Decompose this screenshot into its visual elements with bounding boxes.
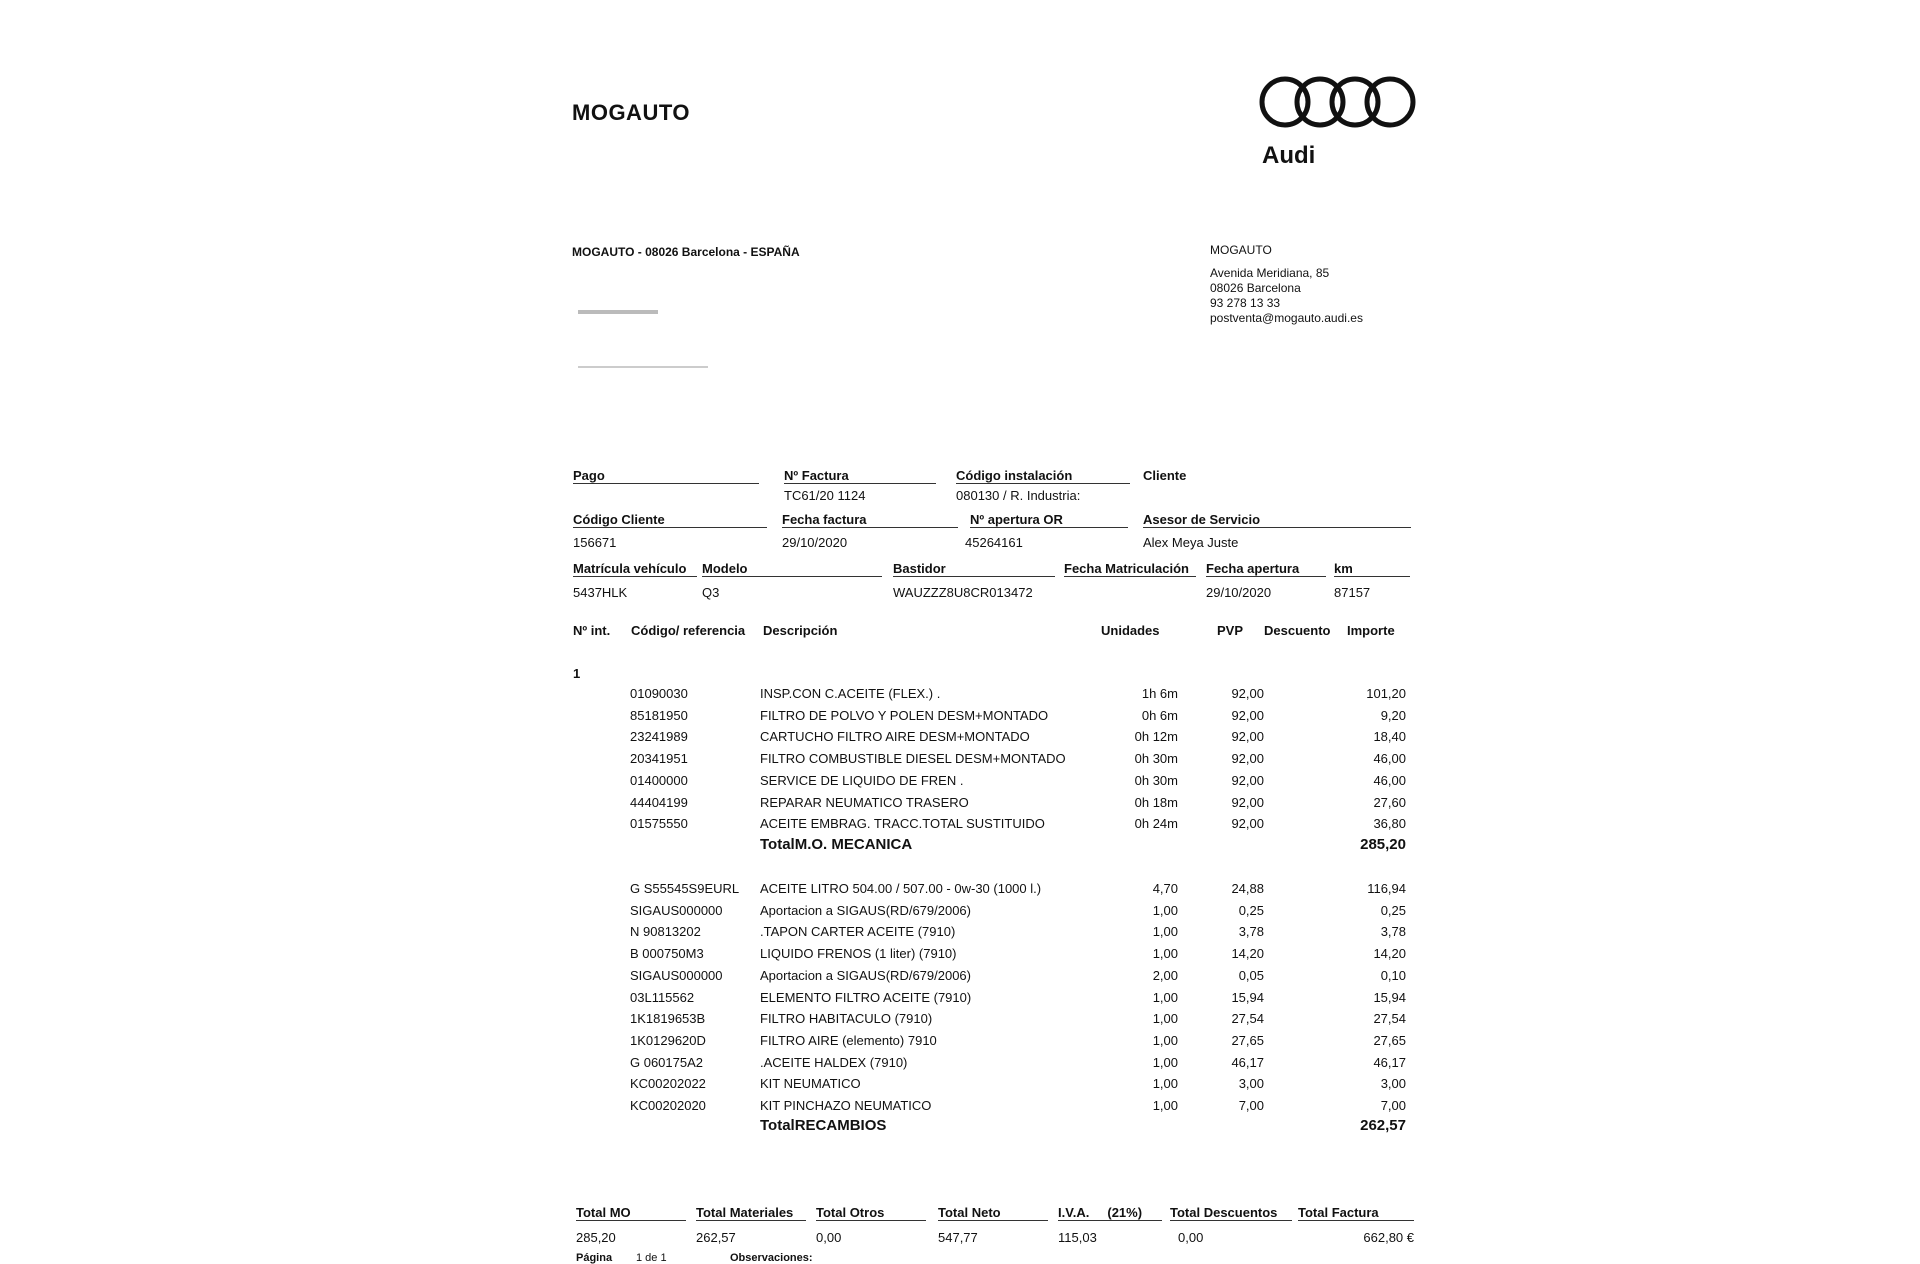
cell-desc: SERVICE DE LIQUIDO DE FREN . <box>760 772 964 788</box>
cell-pvp: 92,00 <box>1231 729 1264 745</box>
parts-total-label: TotalRECAMBIOS <box>760 1117 887 1134</box>
cell-importe: 27,54 <box>1373 1011 1406 1027</box>
fecha-matriculacion-label: Fecha Matriculación <box>1064 561 1196 577</box>
total-mo-label: Total MO <box>576 1205 686 1221</box>
col-unidades: Unidades <box>1101 623 1160 638</box>
total-factura-label: Total Factura <box>1298 1205 1414 1221</box>
cell-units: 1,00 <box>1152 989 1178 1005</box>
cell-importe: 14,20 <box>1373 946 1406 962</box>
cell-units: 1,00 <box>1152 924 1178 940</box>
brand-name: Audi <box>1262 142 1316 169</box>
cell-units: 0h 30m <box>1134 751 1178 767</box>
cell-desc: FILTRO COMBUSTIBLE DIESEL DESM+MONTADO <box>760 751 1066 767</box>
factura-value: TC61/20 1124 <box>784 488 866 503</box>
group-number: 1 <box>573 666 581 681</box>
cell-code: 01575550 <box>630 816 688 832</box>
matricula-value: 5437HLK <box>573 585 628 600</box>
fecha-factura-value: 29/10/2020 <box>782 535 848 550</box>
pagina-value: 1 de 1 <box>636 1252 667 1264</box>
sender-line: MOGAUTO - 08026 Barcelona - ESPAÑA <box>572 245 800 259</box>
cell-code: 03L115562 <box>630 989 695 1005</box>
cell-desc: FILTRO AIRE (elemento) 7910 <box>760 1032 937 1048</box>
cell-desc: ELEMENTO FILTRO ACEITE (7910) <box>760 989 972 1005</box>
cell-pvp: 92,00 <box>1231 794 1264 810</box>
cell-units: 1,00 <box>1152 1011 1178 1027</box>
cell-code: G S55545S9EURL <box>630 881 740 896</box>
km-label: km <box>1334 561 1410 577</box>
cell-pvp: 92,00 <box>1231 686 1264 701</box>
cell-desc: .ACEITE HALDEX (7910) <box>760 1054 908 1070</box>
dealer-name: MOGAUTO <box>1210 243 1272 257</box>
cell-importe: 7,00 <box>1380 1098 1406 1113</box>
cell-desc: REPARAR NEUMATICO TRASERO <box>760 794 969 810</box>
cell-units: 1,00 <box>1152 1032 1178 1048</box>
cell-units: 0h 12m <box>1134 729 1178 745</box>
col-descripcion: Descripción <box>763 623 838 638</box>
cell-desc: Aportacion a SIGAUS(RD/679/2006) <box>760 902 971 918</box>
cell-code: B 000750M3 <box>630 946 704 962</box>
cell-code: KC00202020 <box>630 1098 706 1113</box>
cell-desc: KIT PINCHAZO NEUMATICO <box>760 1098 932 1113</box>
dealer-email: postventa@mogauto.audi.es <box>1210 311 1363 325</box>
codigo-cliente-value: 156671 <box>573 535 617 550</box>
cell-pvp: 15,94 <box>1231 989 1264 1005</box>
instalacion-label: Código instalación <box>956 468 1130 484</box>
col-nint: Nº int. <box>573 623 611 638</box>
cell-units: 0h 30m <box>1134 772 1178 788</box>
labour-total-label: TotalM.O. MECANICA <box>760 836 913 853</box>
cell-units: 1,00 <box>1152 1098 1178 1113</box>
matricula-label: Matrícula vehículo <box>573 561 697 577</box>
apertura-or-label: Nº apertura OR <box>970 512 1128 528</box>
cell-code: 23241989 <box>630 729 688 745</box>
cell-pvp: 92,00 <box>1231 751 1264 767</box>
redacted-mark <box>578 310 658 314</box>
cell-code: SIGAUS000000 <box>630 902 723 918</box>
apertura-or-value: 45264161 <box>965 535 1023 550</box>
observaciones-label: Observaciones: <box>730 1252 813 1264</box>
cell-importe: 3,00 <box>1380 1076 1406 1092</box>
cell-importe: 36,80 <box>1373 816 1406 832</box>
cell-code: 85181950 <box>630 707 688 723</box>
cell-importe: 18,40 <box>1373 729 1406 745</box>
iva-label-text: I.V.A. (21%) <box>1058 1205 1143 1220</box>
cell-pvp: 0,05 <box>1238 967 1264 983</box>
cell-units: 2,00 <box>1152 967 1178 983</box>
factura-label: Nº Factura <box>784 468 936 484</box>
cell-units: 1,00 <box>1152 1054 1178 1070</box>
cell-pvp: 7,00 <box>1238 1098 1264 1113</box>
cell-units: 0h 24m <box>1134 816 1178 832</box>
dealer-street: Avenida Meridiana, 85 <box>1210 266 1330 280</box>
total-mo-value: 285,20 <box>576 1230 616 1245</box>
cell-desc: INSP.CON C.ACEITE (FLEX.) . <box>760 686 941 701</box>
cell-importe: 116,94 <box>1367 881 1406 896</box>
cell-pvp: 27,54 <box>1231 1011 1264 1027</box>
dealer-phone: 93 278 13 33 <box>1210 296 1281 310</box>
cell-code: 44404199 <box>630 794 688 810</box>
cell-desc: ACEITE EMBRAG. TRACC.TOTAL SUSTITUIDO <box>760 816 1045 832</box>
cell-importe: 9,20 <box>1380 707 1406 723</box>
fecha-apertura-value: 29/10/2020 <box>1206 585 1272 600</box>
total-descuentos-value: 0,00 <box>1178 1230 1204 1245</box>
cell-units: 4,70 <box>1152 881 1178 896</box>
cell-importe: 27,65 <box>1373 1032 1406 1048</box>
cell-importe: 3,78 <box>1380 924 1406 940</box>
cell-code: G 060175A2 <box>630 1054 704 1070</box>
cell-desc: LIQUIDO FRENOS (1 liter) (7910) <box>760 946 957 962</box>
total-otros-value: 0,00 <box>816 1230 842 1245</box>
cell-code: N 90813202 <box>630 924 701 940</box>
iva-value: 115,03 <box>1058 1230 1097 1245</box>
asesor-label: Asesor de Servicio <box>1143 512 1411 528</box>
parts-total-value: 262,57 <box>1360 1117 1406 1134</box>
col-descuento: Descuento <box>1264 623 1331 638</box>
cell-code: 01090030 <box>630 686 688 701</box>
bastidor-label: Bastidor <box>893 561 1055 577</box>
cell-desc: CARTUCHO FILTRO AIRE DESM+MONTADO <box>760 729 1030 745</box>
cell-pvp: 27,65 <box>1231 1032 1264 1048</box>
cell-pvp: 0,25 <box>1238 902 1264 918</box>
cell-units: 1,00 <box>1152 902 1178 918</box>
cell-code: 20341951 <box>630 751 688 767</box>
cell-pvp: 92,00 <box>1231 772 1264 788</box>
cell-desc: Aportacion a SIGAUS(RD/679/2006) <box>760 967 971 983</box>
total-neto-value: 547,77 <box>938 1230 978 1245</box>
cell-units: 1,00 <box>1152 1076 1178 1092</box>
cell-units: 0h 6m <box>1141 707 1178 723</box>
cell-pvp: 24,88 <box>1231 881 1264 896</box>
total-factura-value: 662,80 € <box>1363 1230 1414 1245</box>
pago-label: Pago <box>573 468 759 484</box>
cell-units: 1h 6m <box>1141 686 1178 701</box>
modelo-value: Q3 <box>702 585 720 600</box>
cell-pvp: 14,20 <box>1231 946 1264 962</box>
audi-rings-logo <box>1258 72 1418 132</box>
cell-code: 01400000 <box>630 772 688 788</box>
cell-code: KC00202022 <box>630 1076 706 1092</box>
fecha-apertura-label: Fecha apertura <box>1206 561 1326 577</box>
total-materiales-value: 262,57 <box>696 1230 736 1245</box>
labour-total-value: 285,20 <box>1360 836 1406 853</box>
bastidor-value: WAUZZZ8U8CR013472 <box>893 585 1033 600</box>
cell-pvp: 3,78 <box>1238 924 1264 940</box>
cell-pvp: 46,17 <box>1231 1054 1264 1070</box>
col-importe: Importe <box>1347 623 1395 638</box>
cliente-label: Cliente <box>1143 468 1187 483</box>
cell-pvp: 92,00 <box>1231 816 1264 832</box>
cell-importe: 46,00 <box>1373 772 1406 788</box>
total-descuentos-label: Total Descuentos <box>1170 1205 1292 1221</box>
km-value: 87157 <box>1334 585 1371 600</box>
total-neto-label: Total Neto <box>938 1205 1048 1221</box>
asesor-value: Alex Meya Juste <box>1143 535 1239 550</box>
fecha-factura-label: Fecha factura <box>782 512 958 528</box>
total-otros-label: Total Otros <box>816 1205 926 1221</box>
cell-desc: FILTRO HABITACULO (7910) <box>760 1011 933 1027</box>
redacted-mark <box>578 366 708 368</box>
cell-pvp: 92,00 <box>1231 707 1264 723</box>
iva-label <box>1058 1205 1162 1221</box>
cell-desc: KIT NEUMATICO <box>760 1076 861 1092</box>
cell-importe: 15,94 <box>1373 989 1406 1005</box>
cell-code: SIGAUS000000 <box>630 967 723 983</box>
total-materiales-label: Total Materiales <box>696 1205 806 1221</box>
col-codigo: Código/ referencia <box>631 623 746 638</box>
cell-importe: 46,00 <box>1373 751 1406 767</box>
cell-desc: ACEITE LITRO 504.00 / 507.00 - 0w-30 (1000 l.) <box>760 881 1042 896</box>
modelo-label: Modelo <box>702 561 882 577</box>
cell-code: 1K1819653B <box>630 1011 706 1027</box>
dealer-city: 08026 Barcelona <box>1210 281 1301 295</box>
cell-units: 1,00 <box>1152 946 1178 962</box>
pagina-label: Página <box>576 1252 613 1264</box>
cell-importe: 101,20 <box>1366 686 1406 701</box>
cell-importe: 0,25 <box>1380 902 1406 918</box>
instalacion-value: 080130 / R. Industria: <box>956 488 1081 503</box>
cell-pvp: 3,00 <box>1238 1076 1264 1092</box>
cell-desc: .TAPON CARTER ACEITE (7910) <box>760 924 956 940</box>
codigo-cliente-label: Código Cliente <box>573 512 767 528</box>
dealer-address <box>1210 243 1363 326</box>
company-name: MOGAUTO <box>572 100 690 125</box>
cell-importe: 46,17 <box>1373 1054 1406 1070</box>
cell-importe: 27,60 <box>1373 794 1406 810</box>
cell-units: 0h 18m <box>1134 794 1178 810</box>
col-pvp: PVP <box>1217 623 1244 638</box>
cell-code: 1K0129620D <box>630 1032 706 1048</box>
cell-desc: FILTRO DE POLVO Y POLEN DESM+MONTADO <box>760 707 1049 723</box>
cell-importe: 0,10 <box>1380 967 1406 983</box>
